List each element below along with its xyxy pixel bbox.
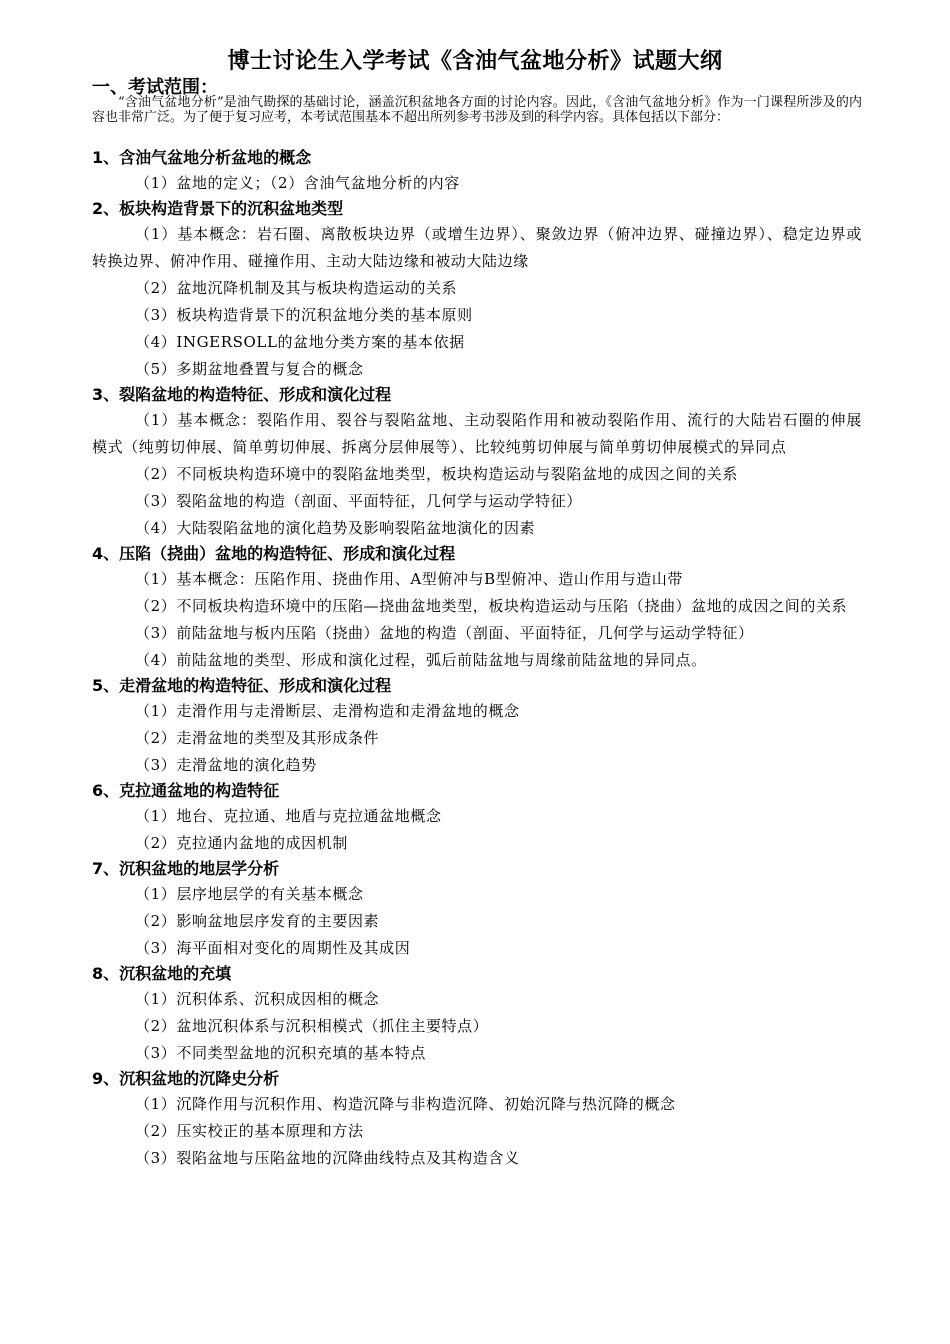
section-item: （2）走滑盆地的类型及其形成条件 — [135, 729, 380, 747]
section-item: （5）多期盆地叠置与复合的概念 — [135, 360, 364, 378]
section-item: （1）盆地的定义；（2）含油气盆地分析的内容 — [135, 174, 460, 192]
section-heading: 4、压陷（挠曲）盆地的构造特征、形成和演化过程 — [92, 544, 456, 563]
section-item: （4）INGERSOLL的盆地分类方案的基本依据 — [135, 333, 465, 351]
section-heading: 5、走滑盆地的构造特征、形成和演化过程 — [92, 676, 392, 695]
section-item: （2）影响盆地层序发育的主要因素 — [135, 912, 380, 930]
section-item: （1）层序地层学的有关基本概念 — [135, 885, 364, 903]
section-8 — [92, 962, 862, 1067]
section-item: （3）裂陷盆地的构造（剖面、平面特征，几何学与运动学特征） — [135, 492, 582, 510]
section-1 — [92, 146, 862, 197]
section-item: （2）盆地沉积体系与沉积相模式（抓住主要特点） — [135, 1017, 489, 1035]
section-item: （1）基本概念：岩石圈、离散板块边界（或增生边界）、聚敛边界（俯冲边界、碰撞边界）、稳定边界或转换边界、俯冲作用、碰撞作用、主动大陆边缘和被动大陆边缘 — [92, 225, 862, 270]
section-item: （2）压实校正的基本原理和方法 — [135, 1122, 364, 1140]
outline-content — [92, 146, 862, 1172]
section-heading: 1、含油气盆地分析盆地的概念 — [92, 148, 312, 167]
section-item: （2）不同板块构造环境中的裂陷盆地类型，板块构造运动与裂陷盆地的成因之间的关系 — [135, 465, 738, 483]
section-item: （3）不同类型盆地的沉积充填的基本特点 — [135, 1044, 426, 1062]
section-heading: 3、裂陷盆地的构造特征、形成和演化过程 — [92, 385, 392, 404]
section-item: （4）大陆裂陷盆地的演化趋势及影响裂陷盆地演化的因素 — [135, 519, 536, 537]
section-item: （1）基本概念：压陷作用、挠曲作用、A型俯冲与B型俯冲、造山作用与造山带 — [135, 570, 684, 588]
section-item: （1）沉降作用与沉积作用、构造沉降与非构造沉降、初始沉降与热沉降的概念 — [135, 1095, 676, 1113]
section-heading: 7、沉积盆地的地层学分析 — [92, 859, 280, 878]
section-item: （1）地台、克拉通、地盾与克拉通盆地概念 — [135, 807, 442, 825]
section-item: （1）沉积体系、沉积成因相的概念 — [135, 990, 380, 1008]
section-3 — [92, 383, 862, 542]
section-item: （1）走滑作用与走滑断层、走滑构造和走滑盆地的概念 — [135, 702, 520, 720]
section-item: （3）板块构造背景下的沉积盆地分类的基本原则 — [135, 306, 473, 324]
section-9 — [92, 1067, 862, 1172]
section-item: （3）走滑盆地的演化趋势 — [135, 756, 317, 774]
section-heading: 8、沉积盆地的充填 — [92, 964, 232, 983]
section-4 — [92, 542, 862, 674]
section-item: （3）前陆盆地与板内压陷（挠曲）盆地的构造（剖面、平面特征，几何学与运动学特征） — [135, 624, 754, 642]
section-item: （1）基本概念：裂陷作用、裂谷与裂陷盆地、主动裂陷作用和被动裂陷作用、流行的大陆岩石圈的伸展模式（纯剪切伸展、简单剪切伸展、拆离分层伸展等）、比较纯剪切伸展与简单剪切伸展模式的异同点 — [92, 411, 862, 456]
section-heading: 6、克拉通盆地的构造特征 — [92, 781, 280, 800]
section-item: （2）不同板块构造环境中的压陷—挠曲盆地类型，板块构造运动与压陷（挠曲）盆地的成因之间的关系 — [135, 597, 848, 615]
section-6 — [92, 779, 862, 857]
section-item: （3）裂陷盆地与压陷盆地的沉降曲线特点及其构造含义 — [135, 1149, 520, 1167]
section-heading: 9、沉积盆地的沉降史分析 — [92, 1069, 280, 1088]
section-2 — [92, 197, 862, 383]
document-title: 博士讨论生入学考试《含油气盆地分析》试题大纲 — [227, 49, 723, 74]
section-item: （3）海平面相对变化的周期性及其成因 — [135, 939, 411, 957]
scope-heading: 一、考试范围： — [92, 77, 218, 98]
section-item: （2）盆地沉降机制及其与板块构造运动的关系 — [135, 279, 458, 297]
section-item: （2）克拉通内盆地的成因机制 — [135, 834, 348, 852]
intro-paragraph: “含油气盆地分析”是油气勘探的基础讨论，涵盖沉积盆地各方面的讨论内容。因此，《含油气盆地分析》作为一门课程所涉及的内容也非常广泛。为了便于复习应考，本考试范围基本不超出所列参考书涉及到的科学内容。具体包括以下部分： — [92, 95, 862, 125]
section-7 — [92, 857, 862, 962]
section-heading: 2、板块构造背景下的沉积盆地类型 — [92, 199, 344, 218]
section-item: （4）前陆盆地的类型、形成和演化过程，弧后前陆盆地与周缘前陆盆地的异同点。 — [135, 651, 707, 669]
section-5 — [92, 674, 862, 779]
